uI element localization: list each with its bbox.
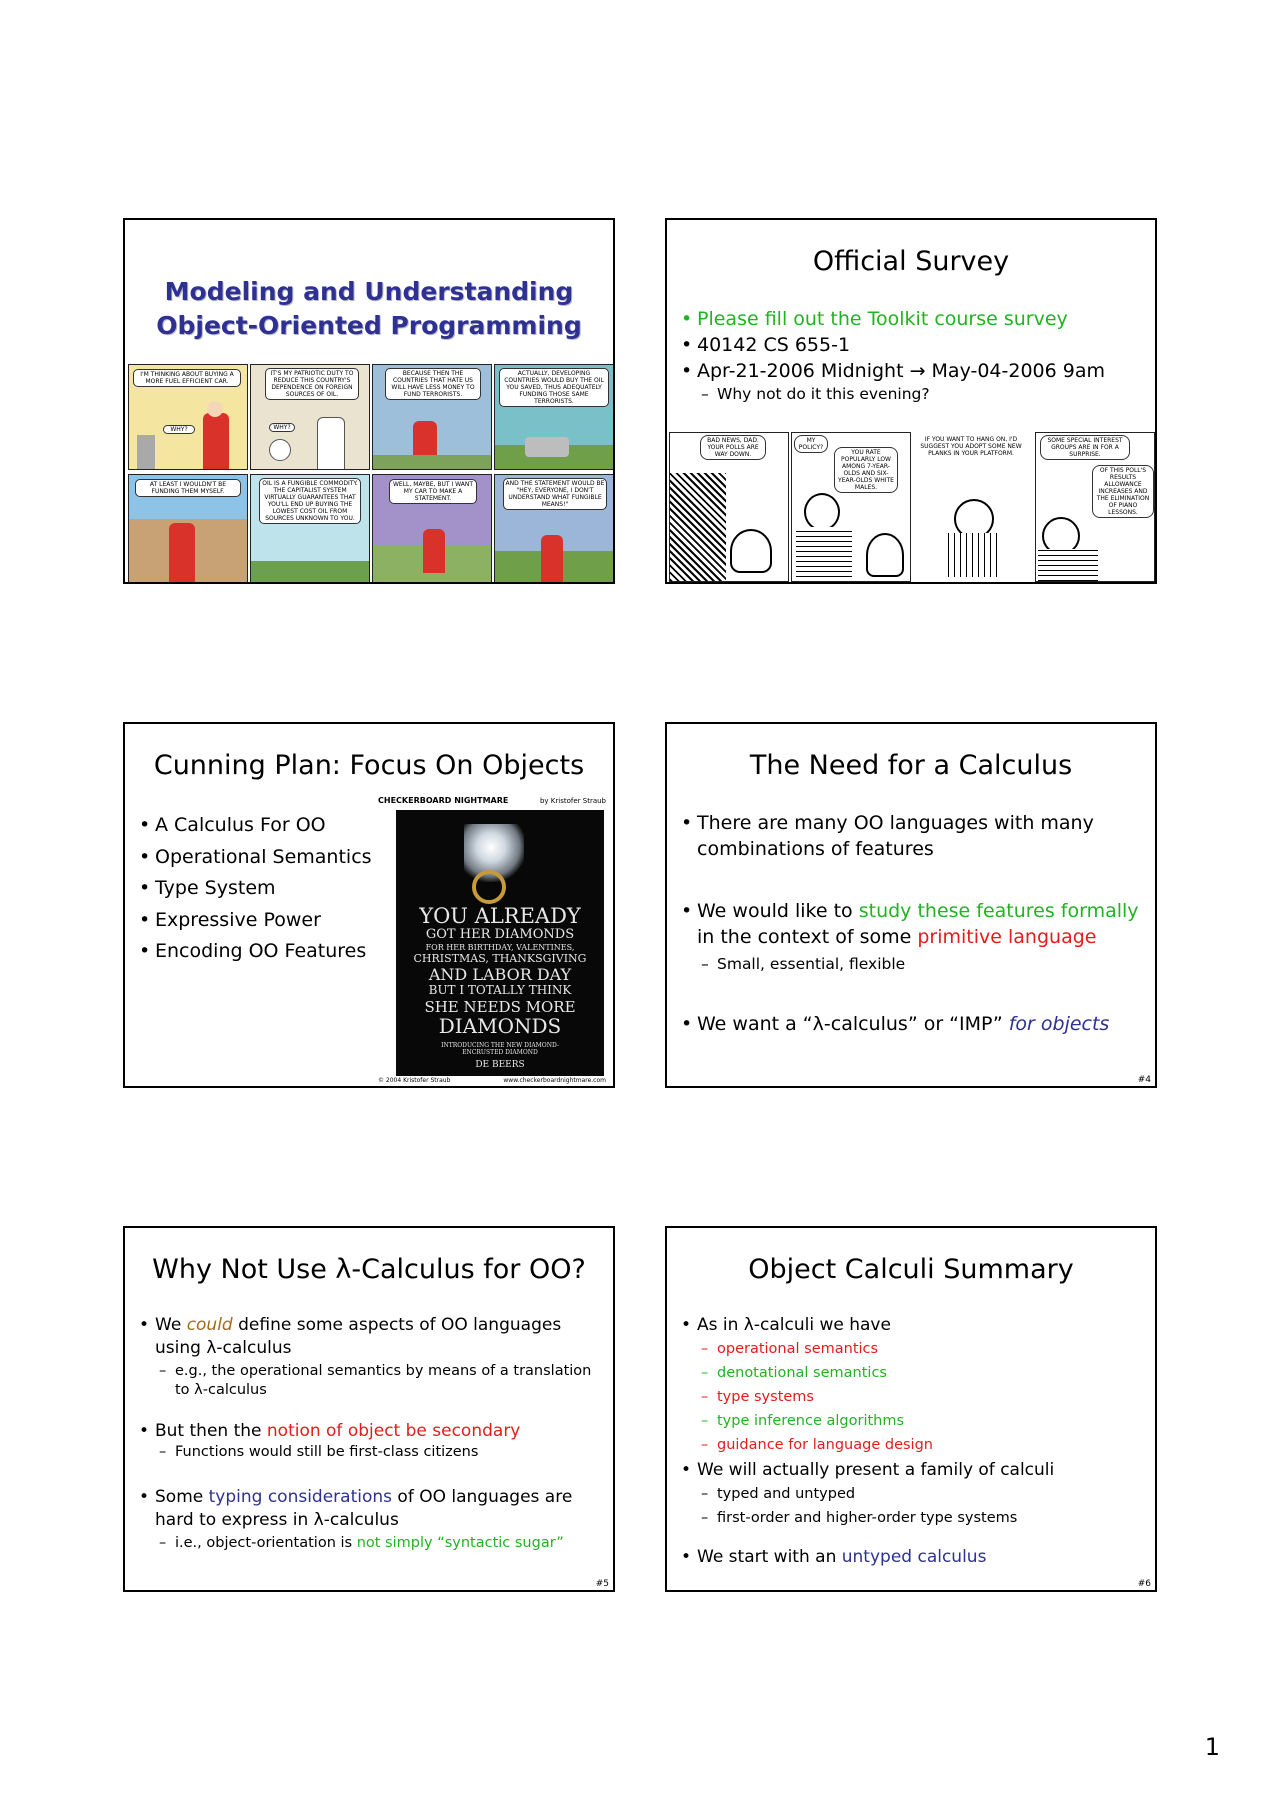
page-number: 1: [1204, 1733, 1220, 1761]
bullet: • We could define some aspects of OO languages using λ-calculus: [139, 1314, 609, 1360]
bullet: • A Calculus For OO: [139, 810, 379, 842]
slide-3: [123, 722, 615, 1088]
calvin-comic: BAD NEWS, DAD. YOUR POLLS ARE WAY DOWN. MY POLICY? YOU RATE POPULARLY LOW AMONG 7-YEAR-OLDS AND SIX-YEAR-OLDS WHITE MALES. IF YOU WANT TO HANG ON, I'D SUGGEST YOU ADOPT SOME NEW PLANKS IN YOUR PLATFORM. SOME SPECIAL INTEREST GROUPS ARE IN FOR A SURPRISE. OF THIS POLL'S RESULTS ALLOWANCE INCREASES AND THE ELIMINATION OF PIANO LESSONS.: [667, 432, 1155, 582]
diamonds-ad: CHECKERBOARD NIGHTMARE by Kristofer Straub YOU ALREADY GOT HER DIAMONDS FOR HER BIRTHDAY, VALENTINES, CHRISTMAS, THANKSGIVING AND LABOR DAY BUT I TOTALLY THINK SHE NEEDS MORE DIAMONDS INTRODUCING THE NEW DIAMOND-ENCRUSTED DIAMOND DE BEERS © 2004 Kristofer Straub www.checkerboardnightmare.com: [374, 794, 610, 1084]
sub-bullet: – operational semantics: [681, 1337, 1151, 1361]
bullet: • Some typing considerations of OO languages are hard to express in λ-calculus: [139, 1486, 609, 1532]
slide-2-title: Official Survey: [812, 246, 1010, 277]
slide-number: #6: [1137, 1579, 1151, 1589]
slide-2: [665, 218, 1157, 584]
bullet: • We will actually present a family of calculi: [681, 1459, 1151, 1482]
slide-6-title: Object Calculi Summary: [748, 1254, 1074, 1285]
sub-bullet: – type systems: [681, 1385, 1151, 1409]
bullet: • Please fill out the Toolkit course survey: [681, 306, 1151, 332]
slide-2-bullets: [681, 306, 1151, 405]
sub-bullet: – Small, essential, flexible: [681, 954, 1147, 975]
slide-number: #4: [1137, 1075, 1151, 1085]
bullet: • We want a “λ-calculus” or “IMP” for objects: [681, 1011, 1147, 1037]
bullet: • Operational Semantics: [139, 842, 379, 874]
slide-4-title: The Need for a Calculus: [749, 750, 1073, 781]
bullet: • Type System: [139, 873, 379, 905]
sub-bullet: – guidance for language design: [681, 1433, 1151, 1457]
bullet: • Apr-21-2006 Midnight → May-04-2006 9am: [681, 358, 1151, 384]
sub-bullet: – denotational semantics: [681, 1361, 1151, 1385]
slide-6-bullets: [681, 1314, 1151, 1569]
sub-bullet: – Why not do it this evening?: [681, 384, 1151, 405]
slide-5-bullets: [139, 1314, 609, 1553]
bullet: • Encoding OO Features: [139, 936, 379, 968]
slide-3-title: Cunning Plan: Focus On Objects: [153, 750, 585, 781]
bullet: • We would like to study these features formally in the context of some primitive language: [681, 898, 1147, 950]
slide-6: [665, 1226, 1157, 1592]
slide-4: [665, 722, 1157, 1088]
slide-3-bullets: [139, 810, 379, 968]
bullet: • As in λ-calculi we have: [681, 1314, 1151, 1337]
slide-1: [123, 218, 615, 584]
bullet: • Expressive Power: [139, 905, 379, 937]
slide-4-bullets: [681, 810, 1147, 1037]
sub-bullet: – Functions would still be first-class citizens: [139, 1443, 609, 1462]
sub-bullet: – typed and untyped: [681, 1482, 1151, 1506]
dilbert-comic: I'M THINKING ABOUT BUYING A MORE FUEL EFFICIENT CAR. WHY? IT'S MY PATRIOTIC DUTY TO REDUCE THIS COUNTRY'S DEPENDENCE ON FOREIGN SOURCES OF OIL. WHY? BECAUSE THEN THE COUNTRIES THAT HATE US WILL HAVE LESS MONEY TO FUND TERRORISTS. ACTUALLY, DEVELOPING COUNTRIES WOULD BUY THE OIL YOU SAVED, THUS ADEQUATELY FUNDING THOSE SAME TERRORISTS. AT LEAST I WOULDN'T BE FUNDING THEM MYSELF. OIL IS A FUNGIBLE COMMODITY. THE CAPITALIST SYSTEM VIRTUALLY GUARANTEES THAT YOU'LL END UP BUYING THE LOWEST COST OIL FROM SOURCES UNKNOWN TO YOU. WELL, MAYBE, BUT I WANT MY CAR TO MAKE A STATEMENT. AND THE STATEMENT WOULD BE "HEY, EVERYONE, I DON'T UNDERSTAND WHAT FUNGIBLE MEANS!": [128, 364, 612, 582]
bullet: • There are many OO languages with many combinations of features: [681, 810, 1147, 862]
slide-1-title: Modeling and Understanding Object-Oriented Programming: [156, 277, 582, 340]
slide-5-title: Why Not Use λ-Calculus for OO?: [152, 1254, 586, 1285]
sub-bullet: – e.g., the operational semantics by means of a translation to λ-calculus: [139, 1362, 609, 1400]
bullet: • But then the notion of object be secondary: [139, 1420, 609, 1443]
sub-bullet: – first-order and higher-order type systems: [681, 1506, 1151, 1530]
sub-bullet: – i.e., object-orientation is not simply “syntactic sugar”: [139, 1534, 609, 1553]
slide-number: #5: [595, 1579, 609, 1589]
bullet: • 40142 CS 655-1: [681, 332, 1151, 358]
slide-5: [123, 1226, 615, 1592]
bullet: • We start with an untyped calculus: [681, 1546, 1151, 1569]
sub-bullet: – type inference algorithms: [681, 1409, 1151, 1433]
